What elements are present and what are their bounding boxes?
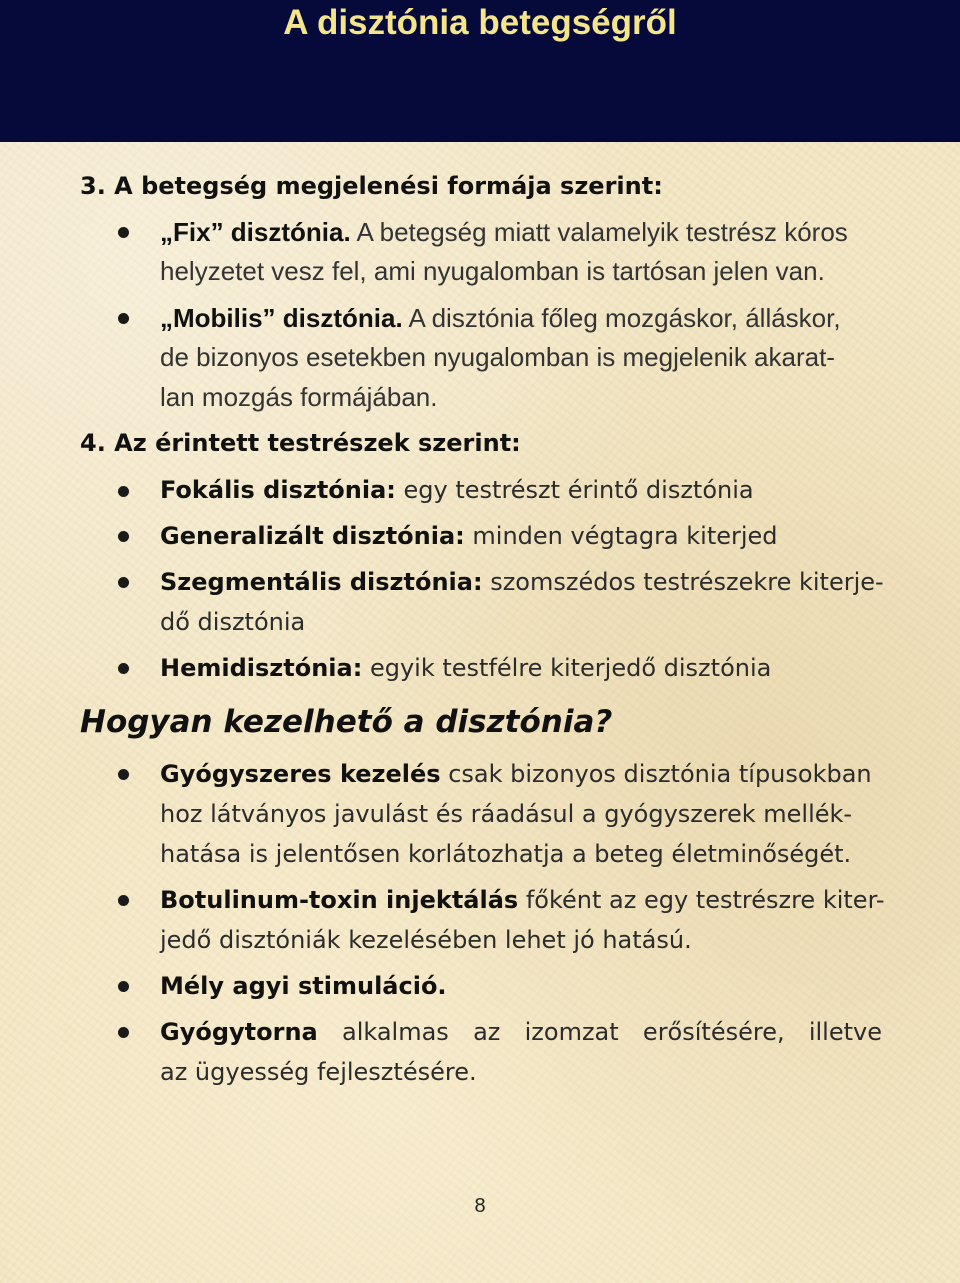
item-text-continued: hoz látványos javulást és ráadásul a gyógyszerek mellék- (160, 800, 853, 828)
item-text-continued: helyzetet vesz fel, ami nyugalomban is tartósan jelen van. (160, 256, 825, 286)
page-title: A disztónia betegségről (283, 3, 677, 42)
item-text: A disztónia főleg mozgáskor, álláskor, (402, 303, 841, 333)
list-item-gyogyszeres (160, 754, 872, 794)
item-text: főként az egy testrészre kiter- (518, 886, 885, 914)
bullet-icon (118, 486, 129, 497)
item-text: egy testrészt érintő disztónia (395, 476, 754, 504)
term-szegmentalis: Szegmentális disztónia: (160, 568, 483, 596)
treatment-heading: Hogyan kezelhető a disztónia? (80, 704, 613, 740)
item-text: egyik testfélre kiterjedő disztónia (362, 654, 772, 682)
item-text-continued: de bizonyos esetekben nyugalomban is megjelenik akarat- (160, 342, 835, 372)
bullet-icon (118, 577, 129, 588)
list-item-hemidisztonia (160, 648, 771, 688)
bullet-icon (118, 895, 129, 906)
item-text: szomszédos testrészekre kiterje- (482, 568, 884, 596)
bullet-icon (118, 227, 129, 238)
list-item-fix (160, 212, 848, 252)
term-mobilis: „Mobilis” disztónia. (160, 303, 403, 333)
bullet-icon (118, 1027, 129, 1038)
bullet-icon (118, 981, 129, 992)
list-item-generalizalt (160, 516, 778, 556)
header-bar (0, 0, 960, 142)
term-mely-agyi: Mély agyi stimuláció. (160, 972, 447, 1000)
section-3-heading: 3. A betegség megjelenési formája szerint: (80, 172, 663, 200)
list-item-fokalis (160, 470, 754, 510)
term-hemidisztonia: Hemidisztónia: (160, 654, 363, 682)
item-text-continued: dő disztónia (160, 608, 306, 636)
list-item-mely-agyi (160, 966, 447, 1006)
list-item-mobilis (160, 298, 841, 338)
section-4-heading: 4. Az érintett testrészek szerint: (80, 429, 521, 457)
item-text-continued: jedő disztóniák kezelésében lehet jó hatású. (160, 926, 692, 954)
item-text: A betegség miatt valamelyik testrész kóros (350, 217, 848, 247)
term-fokalis: Fokális disztónia: (160, 476, 396, 504)
item-text: minden végtagra kiterjed (464, 522, 778, 550)
term-generalizalt: Generalizált disztónia: (160, 522, 465, 550)
item-text-continued: az ügyesség fejlesztésére. (160, 1058, 477, 1086)
bullet-icon (118, 663, 129, 674)
list-item-botulinum (160, 880, 885, 920)
bullet-icon (118, 769, 129, 780)
term-fix: „Fix” disztónia. (160, 217, 351, 247)
term-botulinum: Botulinum-toxin injektálás (160, 886, 519, 914)
page-number: 8 (474, 1195, 486, 1217)
word: alkalmas (341, 1018, 449, 1046)
word: izomzat (524, 1018, 619, 1046)
bullet-icon (118, 531, 129, 542)
bullet-icon (118, 313, 129, 324)
word: illetve (808, 1018, 882, 1046)
word: erősítésére, (642, 1018, 785, 1046)
word: az (473, 1018, 501, 1046)
item-text-continued: lan mozgás formájában. (160, 382, 438, 412)
item-text: csak bizonyos disztónia típusokban (440, 760, 872, 788)
term-gyogyszeres: Gyógyszeres kezelés (160, 760, 441, 788)
list-item-szegmentalis (160, 562, 884, 602)
item-text-continued: hatása is jelentősen korlátozhatja a beteg életminőségét. (160, 840, 852, 868)
list-item-gyogytorna (160, 1012, 882, 1052)
term-gyogytorna: Gyógytorna (160, 1018, 318, 1046)
